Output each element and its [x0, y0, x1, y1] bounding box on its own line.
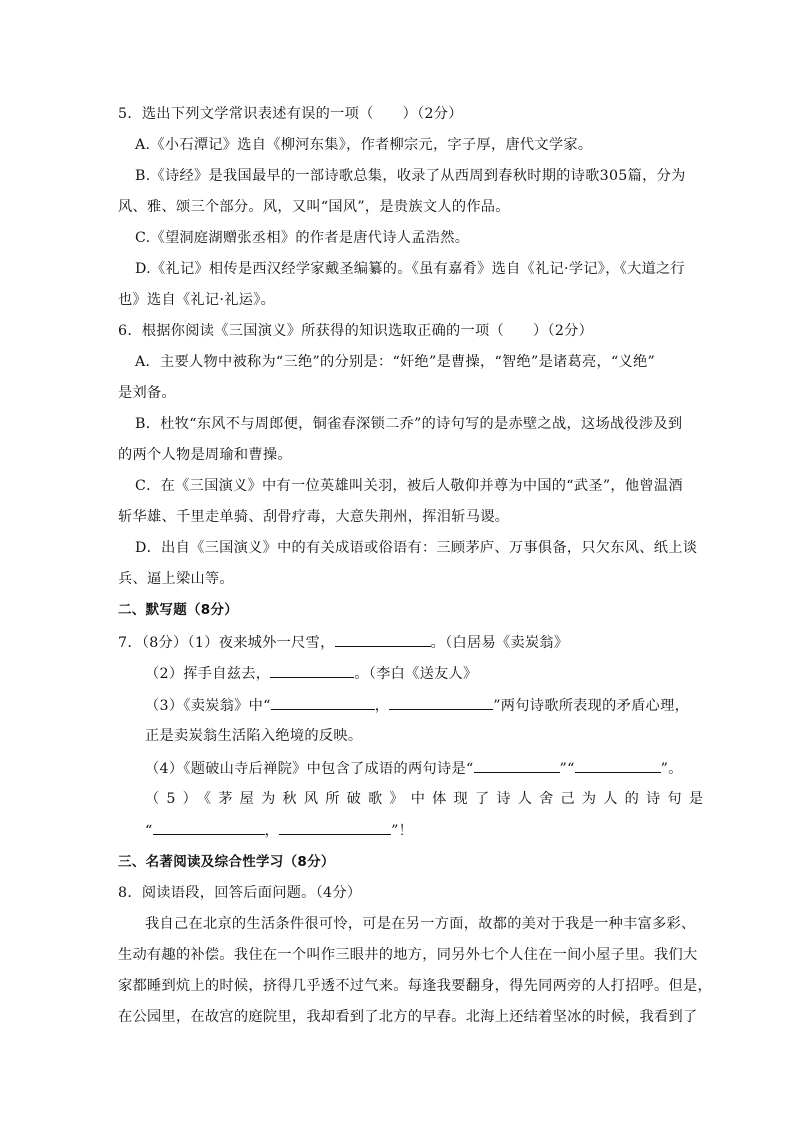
q7-3-cont: 正是卖炭翁生活陷入绝境的反映。 [145, 728, 363, 744]
section3-title: 三、名著阅读及综合性学习（8分） [118, 854, 335, 870]
q7-2-blank[interactable] [270, 663, 354, 678]
q7-4-blank-2[interactable] [575, 758, 661, 773]
q7-4 [145, 758, 705, 779]
q7-2-suffix: 。（李白《送友人》 [354, 666, 478, 682]
q7-3 [145, 695, 705, 716]
q7-5-cont [145, 820, 705, 841]
q7-1-blank[interactable] [335, 632, 431, 647]
q5-option-a: A.《小石潭记》选自《柳河东集》，作者柳宗元，字子厚，唐代文学家。 [135, 137, 593, 153]
q6-option-b-line2: 的两个人物是周瑜和曹操。 [118, 447, 292, 463]
q6-option-c-line2: 斩华雄、千里走单骑、刮骨疗毒，大意失荆州，挥泪斩马谡。 [118, 509, 510, 525]
passage-line-1: 我自己在北京的生活条件很可怜，可是在另一方面，故都的美对于我是一种丰富多彩、 [145, 916, 696, 932]
q6-option-a-line2: 是刘备。 [118, 385, 176, 401]
passage-line-3: 家都睡到炕上的时候，挤得几乎透不过气来。每逢我要翻身，得先同两旁的人打招呼。但是， [118, 978, 712, 994]
q7-3-comma: ， [374, 698, 390, 714]
q7-3-prefix: （3）《卖炭翁》中“ [145, 698, 271, 714]
q7-2-prefix: （2）挥手自兹去， [145, 666, 271, 682]
q6-option-c-line1: C．在《三国演义》中有一位英雄叫关羽，被后人敬仰并尊为中国的“武圣”，他曾温酒 [135, 478, 683, 494]
q7-5: （5）《茅屋为秋风所破歌》中体现了诗人舍己为人的诗句是 [145, 791, 711, 807]
q5-stem: 5．选出下列文学常识表述有误的一项（ ）（2分） [118, 106, 463, 122]
q7-3-blank-2[interactable] [389, 695, 493, 710]
q7-4-mid: ”“ [559, 761, 575, 777]
q7-2 [145, 663, 705, 684]
q7-5-open: “ [145, 823, 153, 839]
q6-stem: 6．根据你阅读《三国演义》所获得的知识选取正确的一项（ ）（2分） [118, 323, 594, 339]
q6-option-b-line1: B．杜牧“东风不与周郎便，铜雀春深锁二乔”的诗句写的是赤壁之战，这场战役涉及到 [135, 416, 683, 432]
q7-3-suffix: ”两句诗歌所表现的矛盾心理， [493, 698, 690, 714]
q7-4-suffix: ”。 [660, 761, 683, 777]
q7-4-prefix: （4）《题破山寺后禅院》中包含了成语的两句诗是“ [145, 761, 474, 777]
q7-1-prefix: 7．（8分）（1）夜来城外一尺雪， [118, 635, 335, 651]
q6-option-d-line2: 兵、逼上梁山等。 [118, 571, 234, 587]
passage-line-2: 生动有趣的补偿。我住在一个叫作三眼井的地方，同另外七个人住在一间小屋子里。我们大 [118, 947, 698, 963]
q7-1-suffix: 。（白居易《卖炭翁》 [430, 635, 569, 651]
q5-option-d-line1: D.《礼记》相传是西汉经学家戴圣编纂的。《虽有嘉肴》选自《礼记·学记》，《大道之行 [135, 261, 686, 277]
q5-option-c: C.《望洞庭湖赠张丞相》的作者是唐代诗人孟浩然。 [135, 230, 470, 246]
q6-option-a-line1: A．主要人物中被称为“三绝”的分别是：“奸绝”是曹操，“智绝”是诸葛亮，“义绝” [135, 354, 656, 370]
q5-option-b-line2: 风、雅、颂三个部分。风，又叫“国风”，是贵族文人的作品。 [118, 199, 510, 215]
q7-5-close: ”！ [391, 823, 414, 839]
q7-5-blank-1[interactable] [153, 820, 265, 835]
q7-5-comma: ， [264, 823, 280, 839]
q7-3-blank-1[interactable] [271, 695, 375, 710]
q7-4-blank-1[interactable] [474, 758, 560, 773]
q5-option-b-line1: B.《诗经》是我国最早的一部诗歌总集，收录了从西周到春秋时期的诗歌305篇，分为 [135, 168, 686, 184]
q7-1 [118, 632, 678, 653]
q8-stem: 8．阅读语段，回答后面问题。（4分） [118, 885, 362, 901]
q5-option-d-line2: 也》选自《礼记·礼运》。 [118, 292, 276, 308]
passage-line-4: 在公园里，在故宫的庭院里，我却看到了北方的早春。北海上还结着坚冰的时候，我看到了 [118, 1009, 698, 1025]
section2-title: 二、默写题（8分） [118, 602, 239, 618]
q7-5-blank-2[interactable] [279, 820, 391, 835]
q6-option-d-line1: D．出自《三国演义》中的有关成语或俗语有：三顾茅庐、万事俱备，只欠东风、纸上谈 [135, 540, 698, 556]
